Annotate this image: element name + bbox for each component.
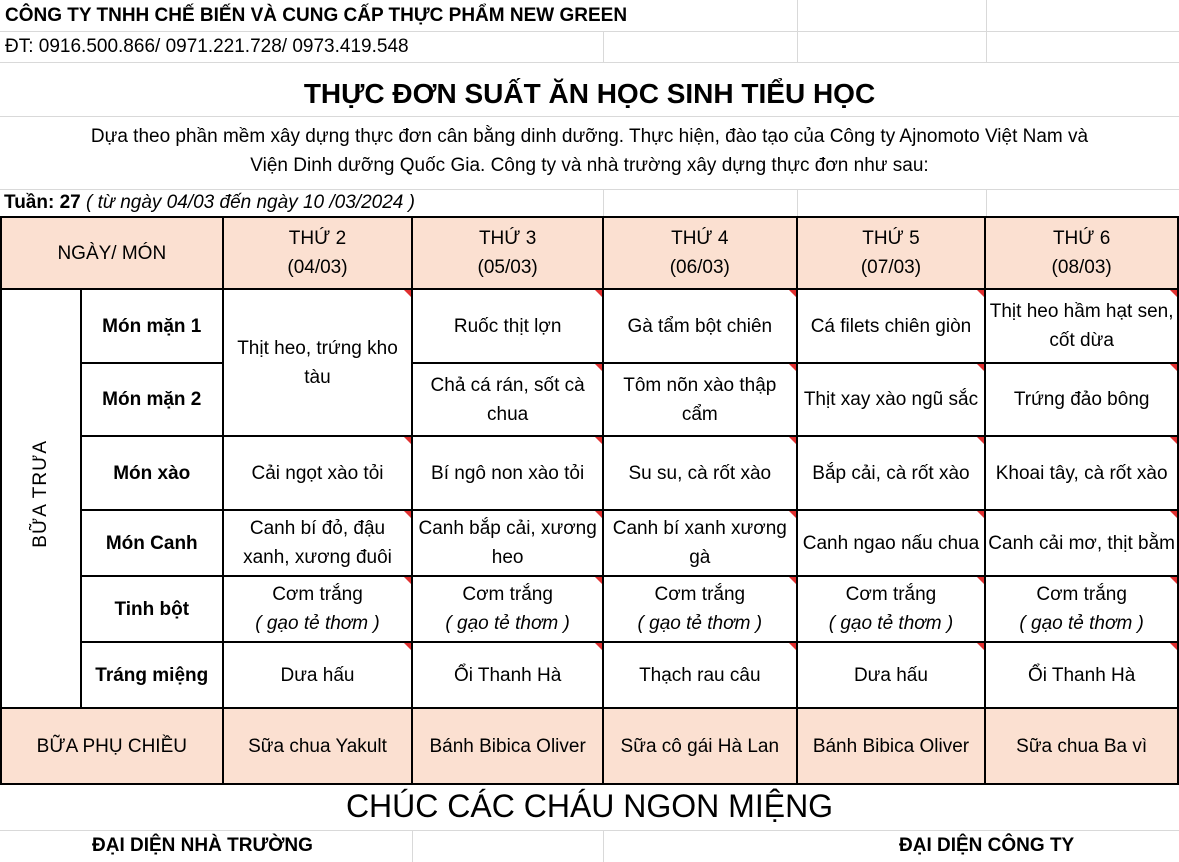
comment-marker — [595, 437, 602, 444]
comment-marker — [404, 511, 411, 518]
dish-cell[interactable] — [223, 576, 413, 642]
gridline — [0, 116, 1179, 117]
comment-marker — [595, 290, 602, 297]
gridline — [986, 189, 987, 216]
day-name: THỨ 2 — [288, 228, 347, 249]
school-representative: ĐẠI DIỆN NHÀ TRƯỜNG — [92, 835, 313, 856]
dish-text: Cá filets chiên giòn — [810, 315, 972, 337]
dish-label: Món xào — [81, 436, 223, 510]
gridline — [412, 830, 413, 862]
dish-text: Cơm trắng — [1036, 584, 1127, 605]
dish-text: Ổi Thanh Hà — [453, 664, 562, 686]
dish-text: Su su, cà rốt xào — [628, 462, 772, 484]
day-header — [412, 217, 603, 289]
row-xao — [1, 436, 1178, 510]
dish-text: Canh cải mơ, thịt bằm — [988, 532, 1175, 554]
dish-text: Bí ngô non xào tỏi — [431, 462, 585, 484]
menu-table — [0, 216, 1179, 785]
dish-cell[interactable] — [412, 510, 603, 576]
comment-marker — [595, 643, 602, 650]
day-date: (06/03) — [669, 257, 730, 278]
week-info — [4, 192, 415, 214]
intro-line-1: Dựa theo phần mềm xây dựng thực đơn cân bằng dinh dưỡng. Thực hiện, đào tạo của Công ty Ajnomoto Việt Nam và — [90, 126, 1089, 147]
company-phones: ĐT: 0916.500.866/ 0971.221.728/ 0973.419.548 — [5, 36, 409, 57]
dish-cell[interactable] — [985, 363, 1178, 436]
dish-text: Cơm trắng — [462, 584, 553, 605]
dish-cell[interactable] — [223, 642, 413, 708]
comment-marker — [1170, 577, 1177, 584]
dish-text: Ổi Thanh Hà — [1027, 664, 1136, 686]
snack-cell[interactable]: Sữa chua Yakult — [223, 708, 413, 784]
dish-cell[interactable] — [603, 436, 797, 510]
day-name: THỨ 3 — [478, 228, 537, 249]
day-header — [603, 217, 797, 289]
gridline — [797, 0, 798, 62]
dish-cell[interactable] — [603, 510, 797, 576]
day-date: (08/03) — [1051, 257, 1112, 278]
dish-cell[interactable] — [797, 576, 986, 642]
gridline — [603, 31, 604, 62]
dish-text: Canh bí xanh xương gà — [612, 518, 787, 568]
comment-marker — [404, 577, 411, 584]
company-name: CÔNG TY TNHH CHẾ BIẾN VÀ CUNG CẤP THỰC PHẨM NEW GREEN — [5, 5, 628, 26]
dish-text: Cải ngọt xào tỏi — [251, 462, 384, 484]
lunch-label-cell — [1, 289, 81, 708]
row-tinhbot — [1, 576, 1178, 642]
dish-note: ( gạo tẻ thơm ) — [828, 613, 954, 634]
dish-text: Thịt heo, trứng kho tàu — [237, 337, 398, 388]
comment-marker — [1170, 437, 1177, 444]
dish-cell[interactable] — [412, 576, 603, 642]
dish-text: Thạch rau câu — [639, 664, 761, 686]
row-canh — [1, 510, 1178, 576]
dish-text: Canh bí đỏ, đậu xanh, xương đuôi — [243, 518, 392, 568]
dish-text: Cơm trắng — [845, 584, 937, 605]
comment-marker — [404, 290, 411, 297]
day-name: THỨ 4 — [671, 228, 729, 249]
dish-text: Thịt heo hầm hạt sen, cốt dừa — [989, 301, 1174, 351]
comment-marker — [595, 577, 602, 584]
gridline — [0, 189, 1179, 190]
dish-cell[interactable] — [985, 576, 1178, 642]
corner-cell — [1, 217, 223, 289]
dish-label: Tinh bột — [81, 576, 223, 642]
day-date: (04/03) — [287, 257, 348, 278]
comment-marker — [977, 511, 984, 518]
comment-marker — [789, 290, 796, 297]
snack-label: BỮA PHỤ CHIỀU — [1, 708, 223, 784]
dish-cell[interactable] — [797, 642, 986, 708]
day-name: THỨ 6 — [1052, 228, 1111, 249]
comment-marker — [977, 364, 984, 371]
comment-marker — [977, 577, 984, 584]
comment-marker — [1170, 290, 1177, 297]
week-label: Tuần: 27 — [4, 192, 81, 213]
snack-cell[interactable]: Sữa chua Ba vì — [985, 708, 1178, 784]
comment-marker — [977, 643, 984, 650]
day-name: THỨ 5 — [862, 228, 920, 249]
dish-note: ( gạo tẻ thơm ) — [1019, 613, 1144, 634]
day-header — [223, 217, 413, 289]
dish-cell[interactable] — [603, 576, 797, 642]
comment-marker — [595, 511, 602, 518]
corner-label: NGÀY/ MÓN — [57, 242, 167, 264]
day-date: (07/03) — [860, 257, 922, 278]
dish-label: Món mặn 1 — [81, 289, 223, 363]
merged-dish-cell[interactable] — [223, 289, 413, 436]
dish-text: Canh ngao nấu chua — [802, 532, 980, 554]
dish-note: ( gạo tẻ thơm ) — [255, 613, 380, 634]
dish-cell[interactable] — [985, 642, 1178, 708]
dish-cell[interactable] — [797, 363, 986, 436]
dish-text: Trứng đảo bông — [1013, 389, 1150, 410]
dish-text: Tôm nõn xào thập cẩm — [623, 374, 777, 425]
dish-text: Thịt xay xào ngũ sắc — [803, 389, 979, 410]
gridline — [603, 830, 604, 862]
gridline — [603, 189, 604, 216]
day-date: (05/03) — [477, 257, 538, 278]
dish-note: ( gạo tẻ thơm ) — [445, 613, 570, 634]
intro-line-2: Viện Dinh dưỡng Quốc Gia. Công ty và nhà trường xây dựng thực đơn như sau: — [250, 155, 929, 176]
dish-cell[interactable] — [985, 510, 1178, 576]
dish-text: Ruốc thịt lợn — [453, 315, 562, 337]
dish-cell[interactable] — [797, 289, 986, 363]
lunch-label: BỮA TRƯA — [30, 440, 52, 548]
dish-text: Chả cá rán, sốt cà chua — [430, 374, 585, 425]
week-range: ( từ ngày 04/03 đến ngày 10 /03/2024 ) — [80, 192, 415, 213]
dish-cell[interactable] — [223, 510, 413, 576]
dish-text: Cơm trắng — [654, 584, 746, 605]
gridline — [0, 830, 1179, 831]
comment-marker — [789, 577, 796, 584]
comment-marker — [404, 437, 411, 444]
dish-text: Dưa hấu — [853, 664, 928, 686]
menu-title: THỰC ĐƠN SUẤT ĂN HỌC SINH TIỂU HỌC — [303, 78, 876, 109]
dish-cell[interactable] — [985, 289, 1178, 363]
dish-cell[interactable] — [412, 642, 603, 708]
comment-marker — [789, 364, 796, 371]
dish-cell[interactable] — [797, 436, 986, 510]
gridline — [0, 31, 1179, 32]
dish-text: Khoai tây, cà rốt xào — [995, 462, 1168, 484]
dish-text: Cơm trắng — [272, 584, 363, 605]
dish-label: Món mặn 2 — [81, 363, 223, 436]
comment-marker — [977, 290, 984, 297]
comment-marker — [977, 437, 984, 444]
dish-cell[interactable] — [603, 363, 797, 436]
dish-label: Món Canh — [81, 510, 223, 576]
dish-text: Dưa hấu — [280, 664, 355, 686]
row-man1 — [1, 289, 1178, 363]
dish-cell[interactable] — [603, 289, 797, 363]
row-snack — [1, 708, 1178, 784]
dish-cell[interactable] — [412, 436, 603, 510]
dish-text: Bắp cải, cà rốt xào — [812, 462, 970, 484]
row-man2 — [1, 363, 1178, 436]
dish-note: ( gạo tẻ thơm ) — [637, 613, 763, 634]
comment-marker — [404, 643, 411, 650]
dish-cell[interactable] — [412, 363, 603, 436]
dish-text: Canh bắp cải, xương heo — [418, 518, 597, 568]
dish-label: Tráng miệng — [81, 642, 223, 708]
dish-cell[interactable] — [223, 436, 413, 510]
gridline — [0, 62, 1179, 63]
gridline — [797, 189, 798, 216]
dish-cell[interactable] — [412, 289, 603, 363]
comment-marker — [1170, 511, 1177, 518]
closing-wish: CHÚC CÁC CHÁU NGON MIỆNG — [345, 788, 834, 824]
day-header — [985, 217, 1178, 289]
company-representative: ĐẠI DIỆN CÔNG TY — [899, 835, 1075, 856]
dish-cell[interactable] — [603, 642, 797, 708]
comment-marker — [789, 511, 796, 518]
day-header — [797, 217, 986, 289]
snack-cell[interactable]: Bánh Bibica Oliver — [797, 708, 986, 784]
dish-cell[interactable] — [797, 510, 986, 576]
header-row — [1, 217, 1178, 289]
comment-marker — [789, 643, 796, 650]
comment-marker — [1170, 643, 1177, 650]
row-trangmieng — [1, 642, 1178, 708]
snack-cell[interactable]: Bánh Bibica Oliver — [412, 708, 603, 784]
dish-text: Gà tẩm bột chiên — [627, 315, 773, 337]
dish-cell[interactable] — [985, 436, 1178, 510]
comment-marker — [789, 437, 796, 444]
gridline — [986, 0, 987, 62]
comment-marker — [1170, 364, 1177, 371]
comment-marker — [595, 364, 602, 371]
snack-cell[interactable]: Sữa cô gái Hà Lan — [603, 708, 797, 784]
